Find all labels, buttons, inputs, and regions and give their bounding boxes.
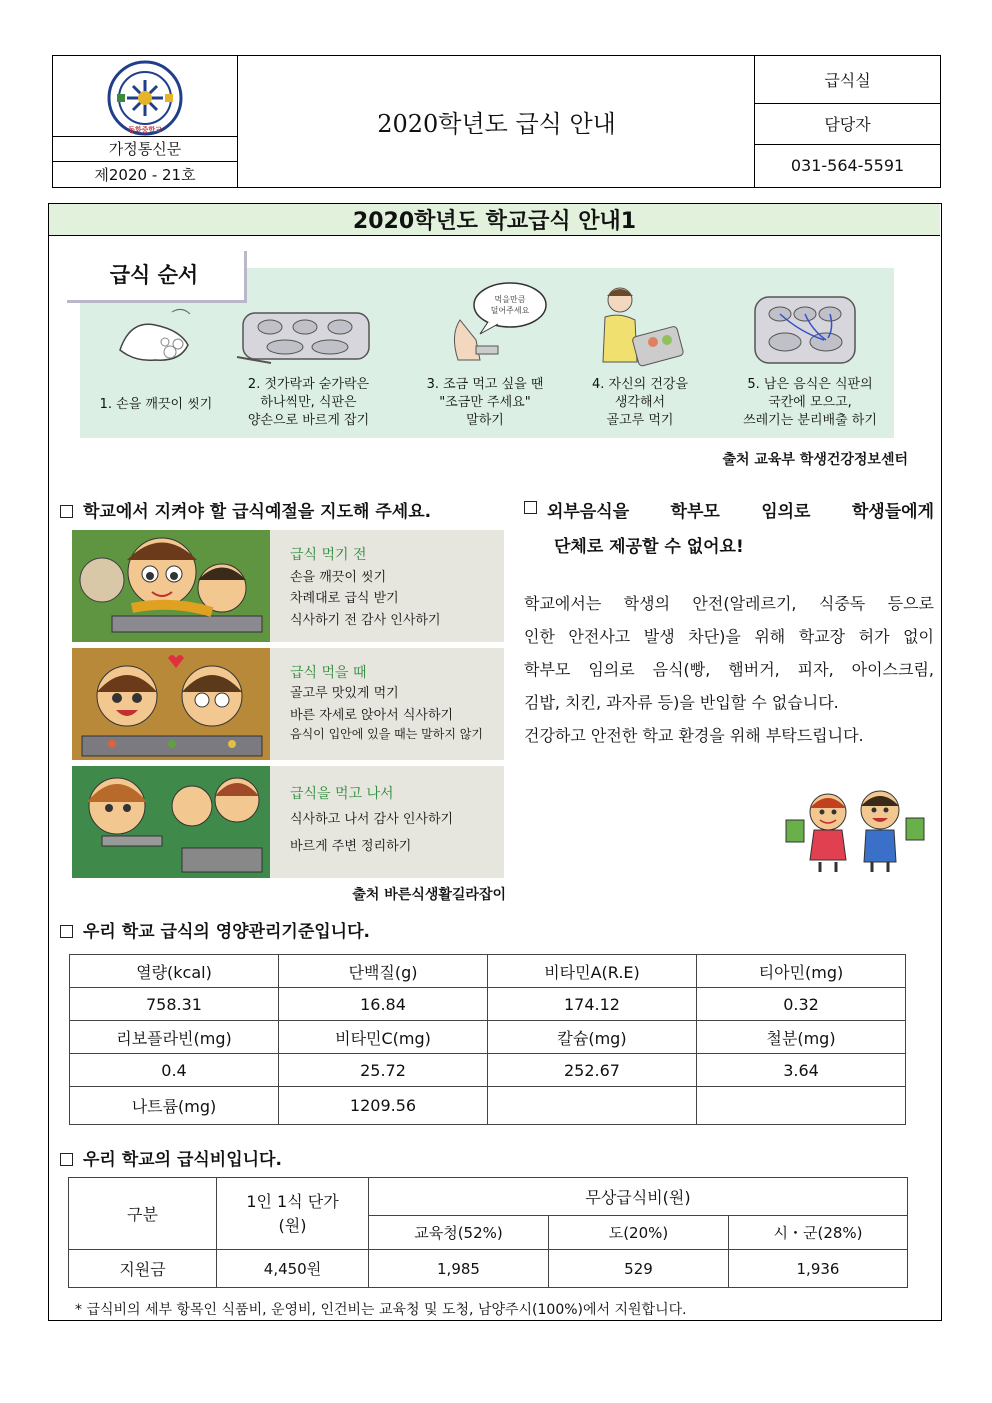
- table-cell: 4,450원: [217, 1250, 369, 1288]
- outside-food-paragraph: [524, 587, 934, 752]
- phone-number: 031-564-5591: [790, 156, 905, 175]
- panel-title: 급식 먹을 때: [290, 665, 367, 681]
- table-header-cell: 1인 1식 단가 (원): [217, 1178, 369, 1250]
- table-row: [70, 1087, 906, 1125]
- header-box: [52, 55, 941, 188]
- table-header-cell: 무상급식비(원): [369, 1178, 908, 1216]
- table-row: [69, 1178, 908, 1216]
- table-cell: 1,936: [729, 1250, 908, 1288]
- etiquette-heading: [60, 497, 520, 522]
- panel-line: 음식이 입안에 있을 때는 말하지 않기: [290, 727, 483, 741]
- kids-after-meal-image: [72, 766, 270, 878]
- panel-title: 급식 먹기 전: [290, 547, 367, 563]
- table-row: [69, 1250, 908, 1288]
- table-header-cell: 비타민A(R.E): [488, 955, 697, 988]
- etiquette-panel-3-text: [270, 766, 504, 878]
- student-meal-icon: [595, 282, 685, 372]
- table-header-cell: 시・군(28%): [729, 1216, 908, 1250]
- table-cell: 25.72: [279, 1054, 488, 1087]
- table-cell: 3.64: [697, 1054, 906, 1087]
- table-cell: 16.84: [279, 988, 488, 1021]
- order-step-4: 4. 자신의 건강을 생각해서 골고루 먹기: [591, 377, 689, 428]
- etiquette-panel-1: [72, 530, 504, 642]
- table-cell: 174.12: [488, 988, 697, 1021]
- table-cell: 0.4: [70, 1054, 279, 1087]
- etiquette-source: 출처 바른식생활길라잡이: [352, 887, 506, 903]
- kids-with-milk-image: [780, 780, 930, 875]
- table-header-cell: 교육청(52%): [369, 1216, 549, 1250]
- order-step-1: 1. 손을 깨끗이 씻기: [99, 397, 213, 412]
- kids-before-meal-image: [72, 530, 270, 642]
- dept-label: 급식실: [824, 71, 871, 90]
- nutrition-table: [69, 954, 906, 1125]
- doc-type: 가정통신문: [108, 140, 182, 158]
- panel-line: 골고루 맛있게 먹기: [290, 686, 399, 701]
- page-title: 2020학년도 급식 안내: [377, 110, 616, 138]
- paragraph-line: 건강하고 안전한 학교 환경을 위해 부탁드립니다.: [524, 726, 864, 745]
- panel-line: 차례대로 급식 받기: [290, 591, 399, 606]
- cost-heading: [60, 1145, 560, 1170]
- table-cell: 529: [549, 1250, 729, 1288]
- etiquette-heading-text: 학교에서 지켜야 할 급식예절을 지도해 주세요.: [83, 502, 432, 522]
- table-row: [70, 1054, 906, 1087]
- leftover-tray-icon: [750, 292, 860, 367]
- doc-number: 제2020 - 21호: [94, 165, 196, 184]
- paragraph-line: 김밥, 치킨, 과자류 등)을 반입할 수 없습니다.: [524, 693, 839, 712]
- table-header-cell: 철분(mg): [697, 1021, 906, 1054]
- cost-heading-text: 우리 학교의 급식비입니다.: [83, 1150, 282, 1170]
- panel-line: 식사하기 전 감사 인사하기: [290, 613, 441, 628]
- table-cell: [488, 1087, 697, 1125]
- paragraph-line: 인한 안전사고 발생 차단)을 위해 학교장 허가 없이: [524, 627, 934, 646]
- table-header-cell: 단백질(g): [279, 955, 488, 988]
- checkbox-icon: [60, 925, 73, 938]
- table-header-cell: 칼슘(mg): [488, 1021, 697, 1054]
- svg-text:먹을만큼: 먹을만큼: [494, 295, 526, 304]
- panel-title: 급식을 먹고 나서: [290, 786, 394, 802]
- nutrition-heading-text: 우리 학교 급식의 영양관리기준입니다.: [83, 922, 370, 942]
- order-step-2: 2. 젓가락과 숟가락은 하나씩만, 식판은 양손으로 바르게 잡기: [247, 377, 370, 428]
- order-heading-text: 급식 순서: [109, 263, 199, 287]
- panel-line: 식사하고 나서 감사 인사하기: [290, 812, 454, 827]
- etiquette-panel-2: [72, 648, 504, 760]
- checkbox-icon: [60, 505, 73, 518]
- outside-food-heading: [524, 497, 934, 557]
- table-header-cell: 도(20%): [549, 1216, 729, 1250]
- tray-utensils-icon: [235, 305, 375, 365]
- panel-line: 바르게 주변 정리하기: [290, 839, 412, 854]
- checkbox-icon: [60, 1153, 73, 1166]
- table-cell: 1,985: [369, 1250, 549, 1288]
- paragraph-line: 학부모 임의로 음식(빵, 햄버거, 피자, 아이스크림,: [524, 660, 934, 679]
- table-row: [70, 1021, 906, 1054]
- table-header-cell: 나트륨(mg): [70, 1087, 279, 1125]
- table-header-cell: 리보플라빈(mg): [70, 1021, 279, 1054]
- nutrition-heading: [60, 917, 560, 942]
- table-cell: 758.31: [70, 988, 279, 1021]
- table-row: [70, 988, 906, 1021]
- panel-line: 바른 자세로 앉아서 식사하기: [290, 708, 454, 723]
- order-heading: [64, 248, 244, 300]
- checkbox-icon: [524, 501, 537, 514]
- table-row: [70, 955, 906, 988]
- table-cell: 지원금: [69, 1250, 217, 1288]
- handwash-icon: [110, 300, 200, 380]
- table-header-cell: 열량(kcal): [70, 955, 279, 988]
- table-header-cell: 티아민(mg): [697, 955, 906, 988]
- etiquette-panel-1-text: [270, 530, 504, 642]
- header-left-cell: [53, 56, 238, 187]
- school-logo: [105, 60, 185, 136]
- outside-food-heading-line1: 외부음식을 학부모 임의로 학생들에게: [547, 502, 934, 522]
- svg-text:덜어주세요: 덜어주세요: [490, 306, 530, 315]
- main-banner: 2020학년도 학교급식 안내1: [49, 204, 940, 236]
- speech-bubble-icon: [440, 280, 550, 370]
- role-label: 담당자: [824, 115, 871, 134]
- outside-food-heading-line2: 단체로 제공할 수 없어요!: [554, 537, 744, 557]
- table-cell: 252.67: [488, 1054, 697, 1087]
- cost-table: [68, 1177, 908, 1288]
- order-step-5: 5. 남은 음식은 식판의 국칸에 모으고, 쓰레기는 분리배출 하기: [743, 377, 877, 428]
- logo-text-bottom: 동화중학교: [128, 126, 162, 134]
- etiquette-panel-3: [72, 766, 504, 878]
- table-cell: 0.32: [697, 988, 906, 1021]
- table-cell: [697, 1087, 906, 1125]
- table-cell: 1209.56: [279, 1087, 488, 1125]
- table-header-cell: 비타민C(mg): [279, 1021, 488, 1054]
- cost-note: * 급식비의 세부 항목인 식품비, 운영비, 인건비는 교육청 및 도청, 남양주시(100%)에서 지원합니다.: [75, 1302, 687, 1318]
- order-source: 출처 교육부 학생건강정보센터: [722, 452, 908, 468]
- etiquette-panel-2-text: [270, 648, 504, 760]
- panel-line: 손을 깨끗이 씻기: [290, 570, 387, 585]
- paragraph-line: 학교에서는 학생의 안전(알레르기, 식중독 등으로: [524, 594, 934, 613]
- table-header-cell: 구분: [69, 1178, 217, 1250]
- header-right-cell: [754, 56, 940, 187]
- order-step-3: 3. 조금 먹고 싶을 땐 "조금만 주세요" 말하기: [426, 377, 544, 428]
- kids-eating-image: [72, 648, 270, 760]
